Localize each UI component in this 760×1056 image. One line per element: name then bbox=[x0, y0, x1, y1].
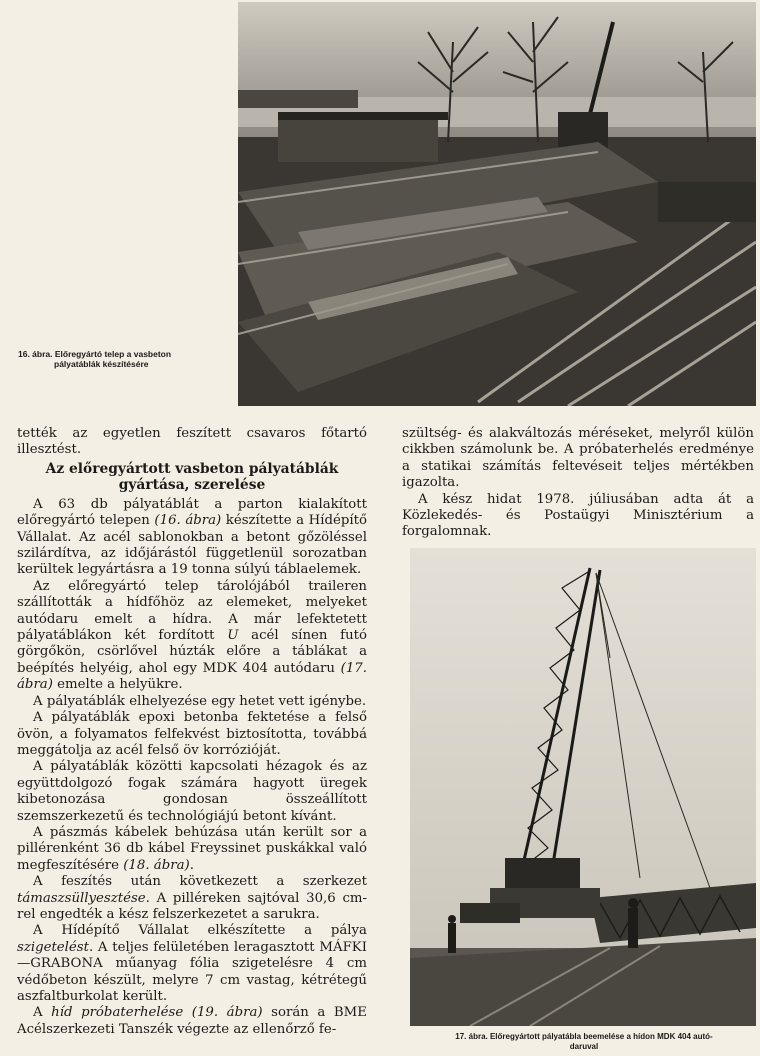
left-column bbox=[17, 426, 367, 1038]
figure-17-photo bbox=[410, 548, 756, 1026]
section-heading: Az előregyártott vasbeton pályatáblák gyártása, szerelése bbox=[45, 460, 339, 493]
figure-16-photo bbox=[238, 2, 756, 406]
paragraph-6: A pászmás kábelek behúzása után került sor a pillérenként 36 db kábel Freyssinet puskákkal való megfeszítésére (18. ábra). bbox=[17, 824, 367, 873]
paragraph-1: A 63 db pályatáblát a parton kialakított előregyártó telepen (16. ábra) készítette a Hídépítő Vállalat. Az acél sablonokban a betont gőzöléssel szilárdítva, az időjárástól függetlenül sorozatban kerültek legyártásra a 19 tonna súlyú táblaelemek. bbox=[17, 496, 367, 578]
paragraph-3: A pályatáblák elhelyezése egy hetet vett igénybe. bbox=[33, 693, 367, 709]
paragraph-4: A pályatáblák epoxi betonba fektetése a felső övön, a folyamatos felfekvést biztosította, továbbá meggátolja az acél felső öv korrózióját. bbox=[17, 710, 367, 758]
paragraph-8: A Hídépítő Vállalat elkészítette a pálya szigetelést. A teljes felületében leragasztott MÁFKI—GRABONA műanyag fólia szigetelésre 4 cm védőbeton készült, melyre 7 cm vastag, kétrétegű aszfaltburkolat került. bbox=[17, 923, 367, 1004]
figure-17-caption-line2: daruval bbox=[569, 1042, 599, 1051]
right-column bbox=[402, 426, 754, 541]
figure-17-caption-line1: 17. ábra. Előregyártott pályatábla beemelése a hídon MDK 404 autó- bbox=[455, 1032, 713, 1041]
figure-16-caption bbox=[18, 349, 233, 369]
paragraph-5: A pályatáblák közötti kapcsolati hézagok és az együttdolgozó fogak számára hagyott üregek kibetonozása gondosan összeállított szemszerkezetű és technológiájú betont kívánt. bbox=[17, 759, 367, 824]
paragraph-0: tették az egyetlen feszített csavaros főtartó illesztést. bbox=[17, 426, 367, 458]
paragraph-7: A feszítés után következett a szerkezet támaszsüllyesztése. A pilléreken sajtóval 30,6 cm-rel engedték a kész felszerkezetet a sarukra. bbox=[17, 874, 367, 922]
paragraph-9: A híd próbaterhelése (19. ábra) során a BME Acélszerkezeti Tanszék végezte az ellenőrző fe- bbox=[17, 1005, 367, 1037]
right-paragraph-1: szültség- és alakváltozás méréseket, melyről külön cikkben számolunk be. A próbaterhelés eredménye a statikai számítás feltevéseit teljes mértékben igazolta. bbox=[402, 426, 754, 491]
paragraph-2: Az előregyártó telep tárolójából traileren szállították a hídfőhöz az elemeket, melyeket autódaru emelt a hídra. A már lefektetett pályatáblákon két fordított U acél sínen futó görgőkön, csörlővel húzták előre a táblákat a beépítés helyéig, ahol egy MDK 404 autódaru (17. ábra) emelte a helyükre. bbox=[17, 578, 367, 693]
right-paragraph-2: A kész hidat 1978. júliusában adta át a Közlekedés- és Postaügyi Minisztérium a forgalomnak. bbox=[402, 491, 754, 540]
figure-16-caption-line1: 16. ábra. Előregyártó telep a vasbeton bbox=[18, 349, 172, 359]
figure-16-caption-line2: pályatáblák készítésére bbox=[54, 359, 149, 369]
figure-17-caption bbox=[410, 1032, 758, 1052]
